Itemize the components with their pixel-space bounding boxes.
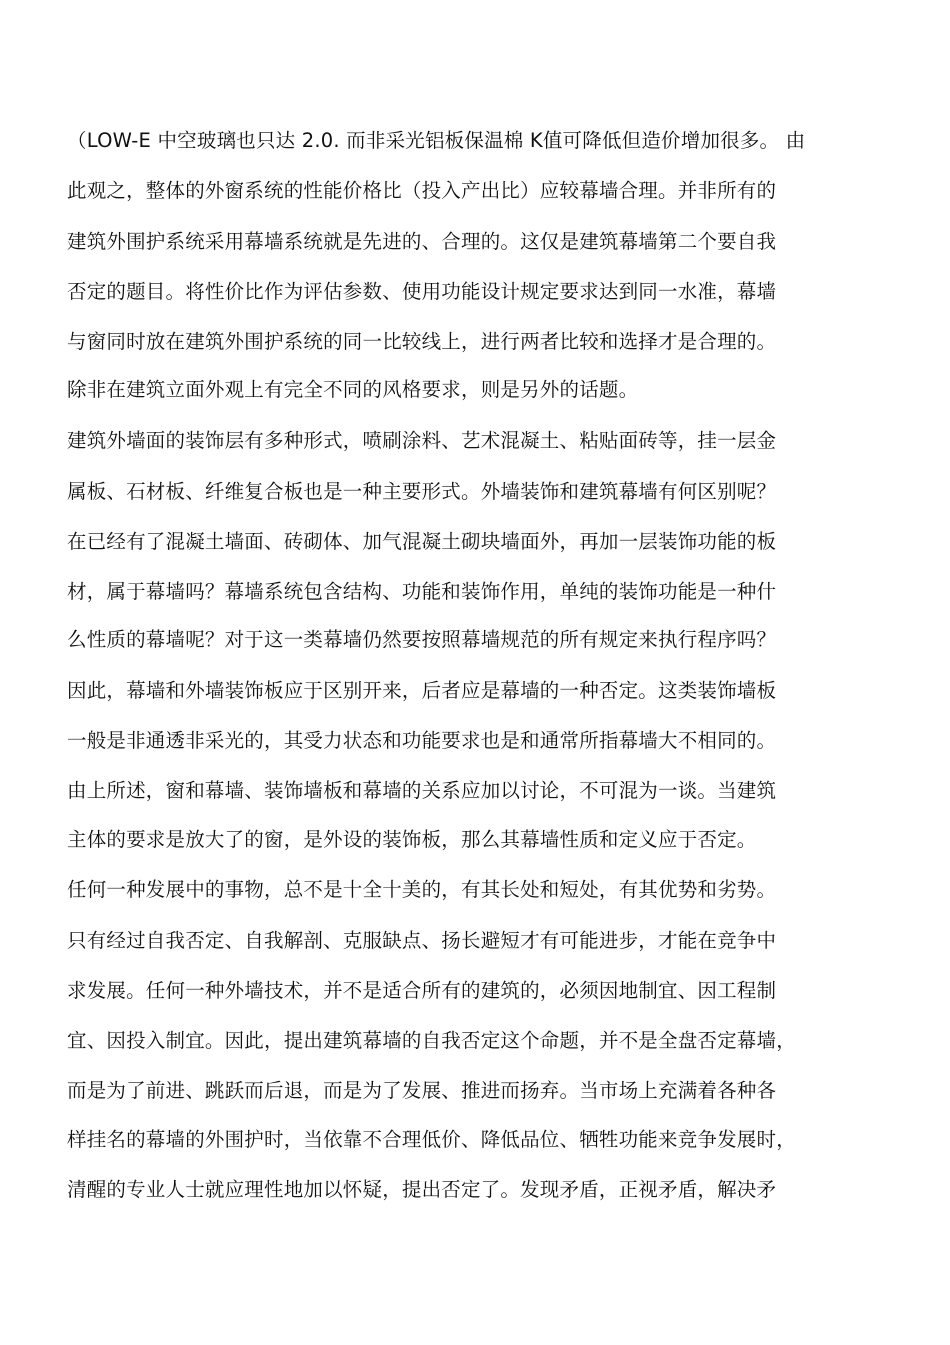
text-line: 主体的要求是放大了的窗，是外设的装饰板，那么其幕墙性质和定义应于否定。 — [67, 828, 757, 851]
text-line: 任何一种发展中的事物，总不是十全十美的，有其长处和短处，有其优势和劣势。 — [67, 878, 777, 901]
text-line: 由上所述，窗和幕墙、装饰墙板和幕墙的关系应加以讨论，不可混为一谈。当建筑 — [67, 779, 777, 802]
text-line: 只有经过自我否定、自我解剖、克服缺点、扬长避短才有可能进步，才能在竞争中 — [67, 929, 777, 952]
text-line: 此观之，整体的外窗系统的性能价格比（投入产出比）应较幕墙合理。并非所有的 — [67, 179, 777, 202]
text-line: 因此，幕墙和外墙装饰板应于区别开来，后者应是幕墙的一种否定。这类装饰墙板 — [67, 679, 777, 702]
text-line: 与窗同时放在建筑外围护系统的同一比较线上，进行两者比较和选择才是合理的。 — [67, 330, 777, 353]
text-line: 求发展。任何一种外墙技术，并不是适合所有的建筑的，必须因地制宜、因工程制 — [67, 979, 777, 1002]
text-line: 样挂名的幕墙的外围护时，当依靠不合理低价、降低品位、牺牲功能来竞争发展时， — [67, 1128, 796, 1151]
text-line: 一般是非通透非采光的，其受力状态和功能要求也是和通常所指幕墙大不相同的。 — [67, 729, 777, 752]
text-line: 么性质的幕墙呢？对于这一类幕墙仍然要按照幕墙规范的所有规定来执行程序吗？ — [67, 628, 777, 651]
text-line: 在已经有了混凝土墙面、砖砌体、加气混凝土砌块墙面外，再加一层装饰功能的板 — [67, 530, 777, 553]
text-line: 除非在建筑立面外观上有完全不同的风格要求，则是另外的话题。 — [67, 378, 639, 401]
text-line: 属板、石材板、纤维复合板也是一种主要形式。外墙装饰和建筑幕墙有何区别呢？ — [67, 480, 777, 503]
text-line: 而是为了前进、跳跃而后退，而是为了发展、推进而扬弃。当市场上充满着各种各 — [67, 1079, 777, 1102]
text-line: 材，属于幕墙吗？幕墙系统包含结构、功能和装饰作用，单纯的装饰功能是一种什 — [67, 580, 777, 603]
text-line: 建筑外围护系统采用幕墙系统就是先进的、合理的。这仅是建筑幕墙第二个要自我 — [67, 230, 777, 253]
text-line: 建筑外墙面的装饰层有多种形式，喷刷涂料、艺术混凝土、粘贴面砖等，挂一层金 — [67, 429, 777, 452]
text-line: 清醒的专业人士就应理性地加以怀疑，提出否定了。发现矛盾，正视矛盾，解决矛 — [67, 1178, 777, 1201]
text-line: 宜、因投入制宜。因此，提出建筑幕墙的自我否定这个命题，并不是全盘否定幕墙， — [67, 1029, 796, 1052]
text-line: （LOW-E 中空玻璃也只达 2.0. 而非采光铝板保温棉 K值可降低但造价增加很多。 由 — [67, 129, 806, 152]
text-line: 否定的题目。将性价比作为评估参数、使用功能设计规定要求达到同一水准，幕墙 — [67, 280, 777, 303]
